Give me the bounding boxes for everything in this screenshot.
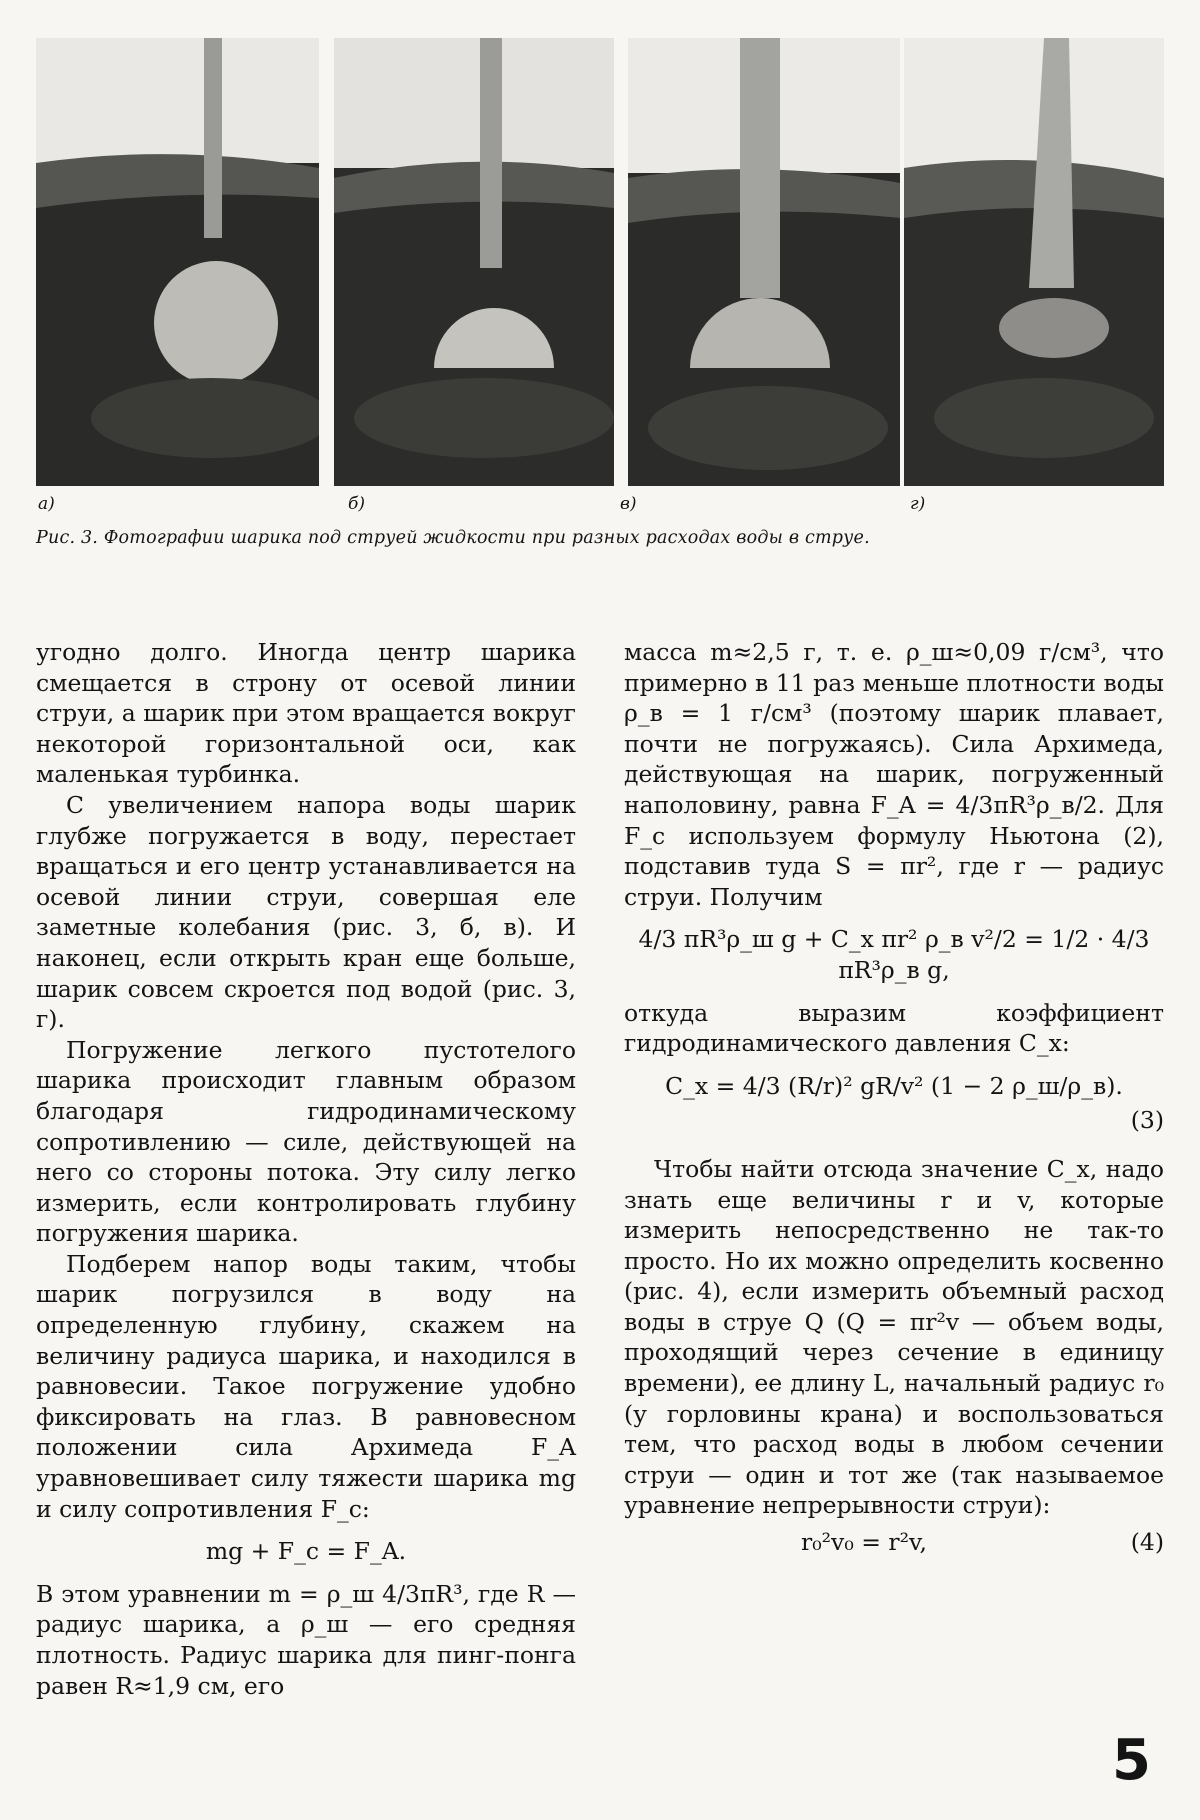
left-column (36, 637, 576, 1701)
right-paragraph-3: Чтобы найти отсюда значение C_x, надо знать еще величины r и v, которые измерить непосредственно не так-то просто. Но их можно определить косвенно (рис. 4), если измерить объемный расход воды в струе Q (Q = πr²v — объем воды, проходящий через сечение в единицу времени), ее длину L, начальный радиус r₀ (у горловины крана) и воспользоваться тем, что расход воды в любом сечении струи — один и тот же (так называемое уравнение непрерывности струи): (624, 1154, 1164, 1520)
equation-balance: 4/3 πR³ρ_ш g + C_x πr² ρ_в v²/2 = 1/2 · 4/3 πR³ρ_в g, (638, 925, 1150, 984)
photo-b (334, 38, 614, 486)
equation-cx: C_x = 4/3 (R/r)² gR/v² (1 − 2 ρ_ш/ρ_в). (665, 1071, 1123, 1100)
ball-photo-v-image (628, 38, 900, 486)
equation-4-number: (4) (1130, 1528, 1164, 1557)
right-column (624, 637, 1164, 1563)
left-paragraph-4: Подберем напор воды таким, чтобы шарик погрузился в воду на определенную глубину, скажем на величину радиуса шарика, и находился в равновесии. Такое погружение удобно фиксировать на глаз. В равновесном положении сила Архимеда F_A уравновешивает силу тяжести шарика mg и силу сопротивления F_c: (36, 1249, 576, 1523)
equation-forces: mg + F_c = F_A. (205, 1537, 407, 1566)
ball-photo-b-image (334, 38, 614, 486)
right-paragraph-1: масса m≈2,5 г, т. е. ρ_ш≈0,09 г/см³, что примерно в 11 раз меньше плотности воды ρ_в = 1 г/см³ (поэтому шарик плавает, почти не погружаясь). Сила Архимеда, действующая на шарик, погруженный наполовину, равна F_A = 4/3πR³ρ_в/2. Для F_c используем формулу Ньютона (2), подставив туда S = πr², где r — радиус струи. Получим (624, 638, 1164, 911)
photo-label-v: в) (620, 494, 637, 514)
left-paragraph-3: Погружение легкого пустотелого шарика происходит главным образом благодаря гидродинамическому сопротивлению — силе, действующей на него со стороны потока. Эту силу легко измерить, если контролировать глубину погружения шарика. (36, 1035, 576, 1248)
left-paragraph-2: С увеличением напора воды шарик глубже погружается в воду, перестает вращаться и его центр устанавливается на осевой линии струи, совершая еле заметные колебания (рис. 3, б, в). И наконец, если открыть кран еще больше, шарик совсем скроется под водой (рис. 3, г). (36, 790, 576, 1034)
left-paragraph-1: угодно долго. Иногда центр шарика смещается в строну от осевой линии струи, а шарик при этом вращается вокруг некоторой горизонтальной оси, как маленькая турбинка. (36, 638, 576, 789)
figure-caption: Рис. 3. Фотографии шарика под струей жидкости при разных расходах воды в струе. (36, 528, 870, 548)
photo-g (904, 38, 1164, 486)
equation-3-number: (3) (1130, 1106, 1164, 1135)
photo-v (628, 38, 900, 486)
equation-4-row (624, 1521, 1164, 1563)
photo-label-a: а) (38, 494, 55, 514)
right-paragraph-2: откуда выразим коэффициент гидродинамического давления C_x: (624, 998, 1164, 1058)
photo-a (36, 38, 319, 486)
equation-continuity: r₀²v₀ = r²v, (800, 1528, 927, 1557)
page-number: 5 (1112, 1728, 1151, 1793)
photo-label-g: г) (910, 494, 926, 514)
ball-photo-a-image (36, 38, 319, 486)
left-paragraph-5: В этом уравнении m = ρ_ш 4/3πR³, где R — радиус шарика, а ρ_ш — его средняя плотность. Радиус шарика для пинг-понга равен R≈1,9 см, его (36, 1579, 576, 1700)
photo-label-b: б) (348, 494, 366, 514)
ball-photo-g-image (904, 38, 1164, 486)
